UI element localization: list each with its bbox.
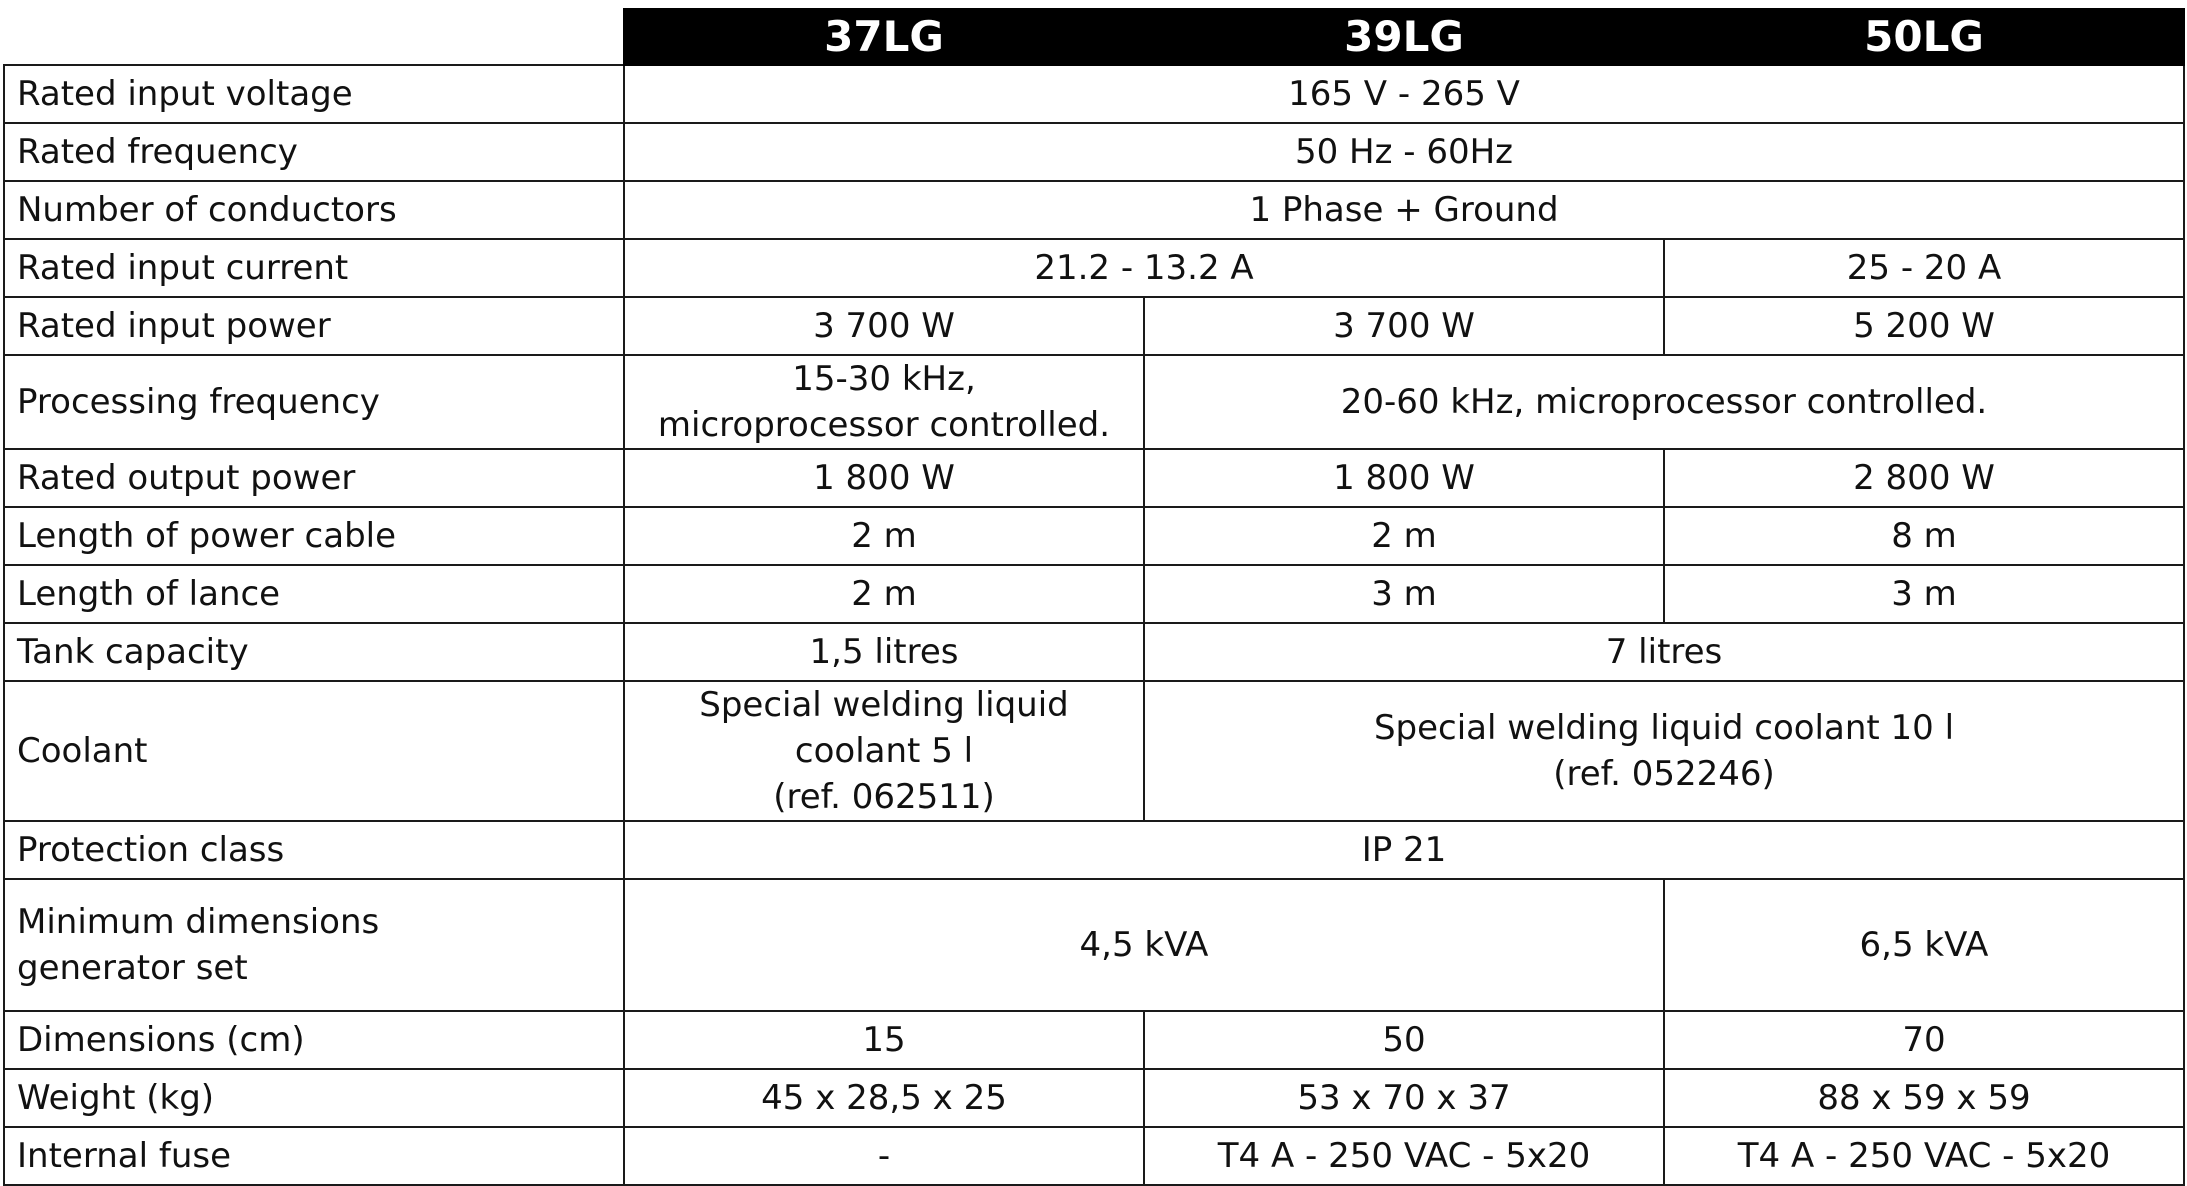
row-label: Coolant <box>4 681 624 821</box>
value-cell: 21.2 - 13.2 A <box>624 239 1664 297</box>
value-cell: 2 800 W <box>1664 449 2184 507</box>
header-row <box>4 9 2184 65</box>
row-label: Length of power cable <box>4 507 624 565</box>
value-cell: 7 litres <box>1144 623 2184 681</box>
table-row <box>4 1127 2184 1185</box>
value-cell: 6,5 kVA <box>1664 879 2184 1011</box>
value-cell: 25 - 20 A <box>1664 239 2184 297</box>
table-row <box>4 821 2184 879</box>
value-cell: 88 x 59 x 59 <box>1664 1069 2184 1127</box>
value-cell <box>624 681 1144 821</box>
value-line: 15-30 kHz, <box>792 359 976 399</box>
value-cell: 1,5 litres <box>624 623 1144 681</box>
table-row <box>4 449 2184 507</box>
table-row <box>4 623 2184 681</box>
value-cell <box>624 355 1144 449</box>
value-cell: 2 m <box>624 507 1144 565</box>
value-cell: 45 x 28,5 x 25 <box>624 1069 1144 1127</box>
row-label <box>4 879 624 1011</box>
value-cell: 1 800 W <box>624 449 1144 507</box>
value-cell: 3 700 W <box>624 297 1144 355</box>
value-cell: 3 700 W <box>1144 297 1664 355</box>
value-cell <box>1144 681 2184 821</box>
value-cell: 1 800 W <box>1144 449 1664 507</box>
model-header-39lg: 39LG <box>1144 9 1664 65</box>
row-label: Rated frequency <box>4 123 624 181</box>
table-row <box>4 681 2184 821</box>
value-cell: 70 <box>1664 1011 2184 1069</box>
row-label: Rated input current <box>4 239 624 297</box>
label-line: generator set <box>17 948 248 988</box>
value-cell: 53 x 70 x 37 <box>1144 1069 1664 1127</box>
table-row <box>4 123 2184 181</box>
value-cell: 2 m <box>1144 507 1664 565</box>
value-cell: 4,5 kVA <box>624 879 1664 1011</box>
value-cell: 3 m <box>1664 565 2184 623</box>
table-row <box>4 879 2184 1011</box>
row-label: Protection class <box>4 821 624 879</box>
value-line: (ref. 062511) <box>773 777 995 817</box>
model-header-50lg: 50LG <box>1664 9 2184 65</box>
value-cell: T4 A - 250 VAC - 5x20 <box>1664 1127 2184 1185</box>
value-cell: - <box>624 1127 1144 1185</box>
row-label: Rated output power <box>4 449 624 507</box>
table-row <box>4 355 2184 449</box>
row-label: Weight (kg) <box>4 1069 624 1127</box>
label-line: Minimum dimensions <box>17 902 380 942</box>
table-row <box>4 507 2184 565</box>
value-cell: 3 m <box>1144 565 1664 623</box>
row-label: Rated input power <box>4 297 624 355</box>
value-cell: 8 m <box>1664 507 2184 565</box>
value-line: (ref. 052246) <box>1553 754 1775 794</box>
table-row <box>4 297 2184 355</box>
value-cell: 2 m <box>624 565 1144 623</box>
value-cell: 20-60 kHz, microprocessor controlled. <box>1144 355 2184 449</box>
value-cell: 1 Phase + Ground <box>624 181 2184 239</box>
row-label: Internal fuse <box>4 1127 624 1185</box>
value-cell: 50 Hz - 60Hz <box>624 123 2184 181</box>
value-line: coolant 5 l <box>794 731 974 771</box>
table-row <box>4 239 2184 297</box>
value-cell: IP 21 <box>624 821 2184 879</box>
value-cell: 165 V - 265 V <box>624 65 2184 123</box>
row-label: Rated input voltage <box>4 65 624 123</box>
table-row <box>4 65 2184 123</box>
value-cell: 50 <box>1144 1011 1664 1069</box>
value-line: Special welding liquid coolant 10 l <box>1373 708 1955 748</box>
model-header-37lg: 37LG <box>624 9 1144 65</box>
value-cell: T4 A - 250 VAC - 5x20 <box>1144 1127 1664 1185</box>
table-row <box>4 181 2184 239</box>
row-label: Number of conductors <box>4 181 624 239</box>
table-row <box>4 1069 2184 1127</box>
specifications-table <box>3 8 2185 1186</box>
value-cell: 5 200 W <box>1664 297 2184 355</box>
value-cell: 15 <box>624 1011 1144 1069</box>
row-label: Length of lance <box>4 565 624 623</box>
table-row <box>4 565 2184 623</box>
value-line: microprocessor controlled. <box>657 405 1111 445</box>
row-label: Dimensions (cm) <box>4 1011 624 1069</box>
value-line: Special welding liquid <box>699 685 1069 725</box>
row-label: Processing frequency <box>4 355 624 449</box>
table-row <box>4 1011 2184 1069</box>
row-label: Tank capacity <box>4 623 624 681</box>
header-blank-cell <box>4 9 624 65</box>
